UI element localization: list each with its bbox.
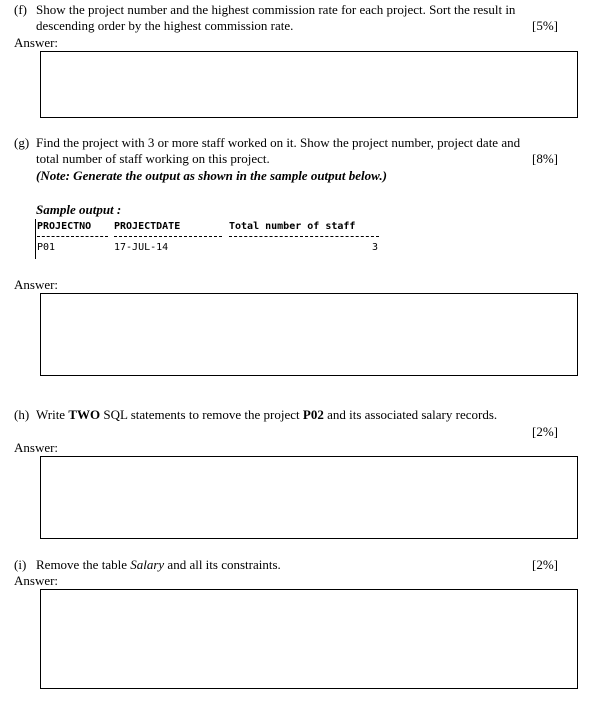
question-h-answer-label: Answer: — [14, 440, 59, 455]
sample-header-underline-1 — [37, 236, 108, 237]
question-f-text-line2: descending order by the highest commission rate. — [36, 18, 294, 33]
sample-cell-total-staff: 3 — [372, 242, 379, 253]
question-f-answer-box[interactable] — [40, 51, 578, 118]
question-f-text-line1: Show the project number and the highest commission rate for each project. Sort the result in — [36, 2, 516, 17]
sample-header-underline-2 — [114, 236, 222, 237]
question-h-label: (h) — [14, 407, 30, 422]
sample-cell-projectdate: 17-JUL-14 — [114, 242, 169, 253]
question-h-answer-box[interactable] — [40, 456, 578, 539]
question-g-marks: [8%] — [532, 151, 558, 166]
question-f-answer-label: Answer: — [14, 35, 59, 50]
question-g-text-line2: total number of staff working on this project. — [36, 151, 270, 166]
question-g-label: (g) — [14, 135, 30, 150]
sample-output-left-border — [35, 219, 36, 259]
question-h-text: Write TWO SQL statements to remove the project P02 and its associated salary records. — [36, 407, 498, 422]
question-g-answer-box[interactable] — [40, 293, 578, 376]
sample-header-projectdate: PROJECTDATE — [114, 221, 181, 232]
sample-cell-projectno: P01 — [37, 242, 56, 253]
question-f-label: (f) — [14, 2, 27, 17]
sample-output-title: Sample output : — [36, 202, 122, 217]
question-i-label: (i) — [14, 557, 27, 572]
question-g-answer-label: Answer: — [14, 277, 59, 292]
sample-header-projectno: PROJECTNO — [37, 221, 92, 232]
question-g-text-line1: Find the project with 3 or more staff worked on it. Show the project number, project date and — [36, 135, 521, 150]
sample-header-underline-3 — [229, 236, 379, 237]
question-i-answer-label: Answer: — [14, 573, 59, 588]
sample-header-total-staff: Total number of staff — [229, 221, 356, 232]
question-h-marks: [2%] — [532, 424, 558, 439]
question-i-text: Remove the table Salary and all its constraints. — [36, 557, 281, 572]
question-i-answer-box[interactable] — [40, 589, 578, 689]
question-f-marks: [5%] — [532, 18, 558, 33]
question-g-note: (Note: Generate the output as shown in the sample output below.) — [36, 168, 387, 183]
question-i-marks: [2%] — [532, 557, 558, 572]
